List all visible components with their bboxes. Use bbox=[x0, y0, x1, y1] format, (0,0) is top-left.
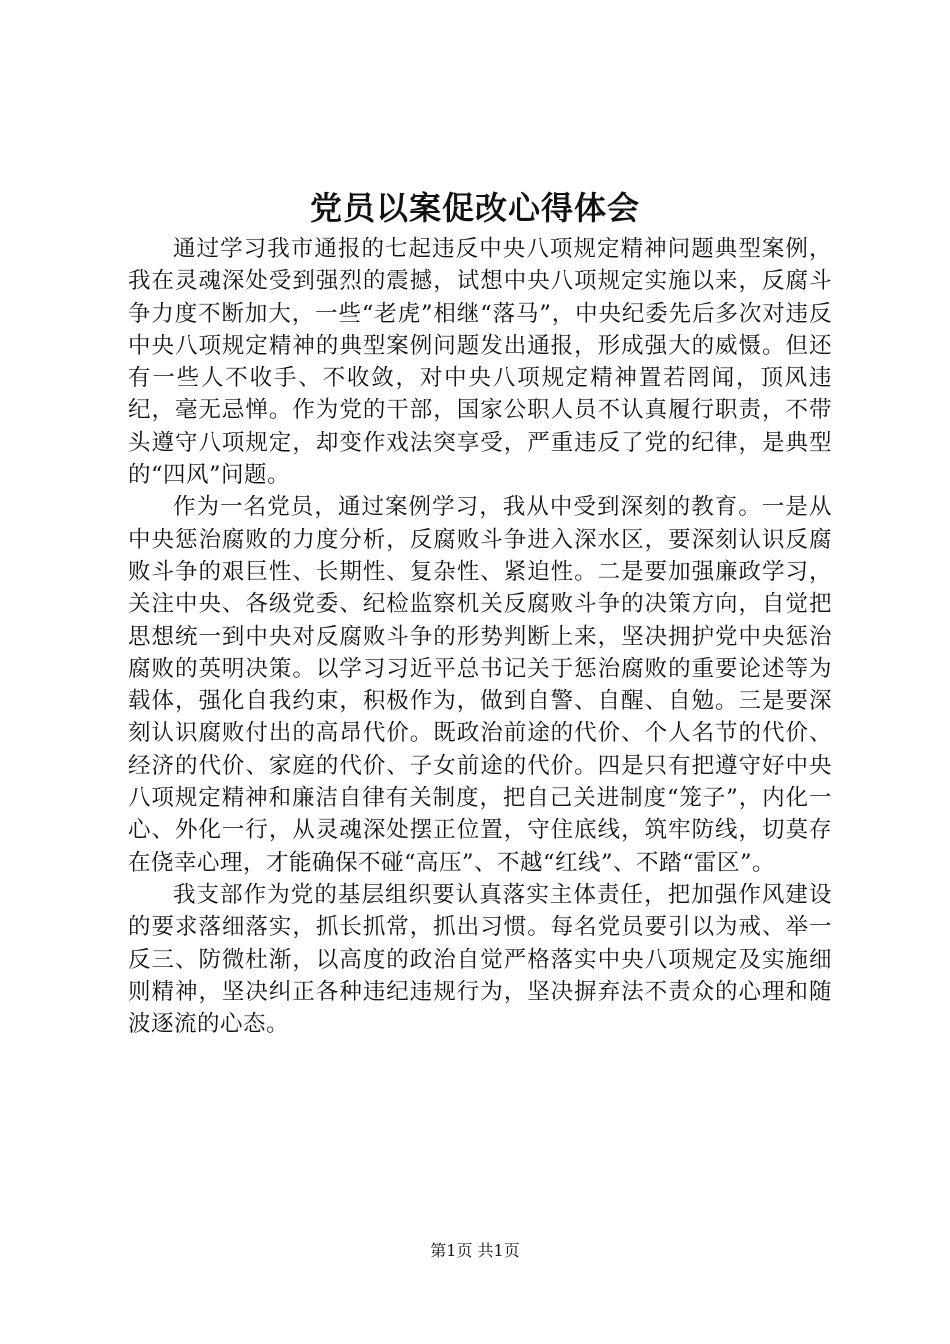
paragraph-3: 我支部作为党的基层组织要认真落实主体责任，把加强作风建设的要求落细落实，抓长抓常，抓出习惯。每名党员要引以为戒、举一反三、防微杜渐，以高度的政治自觉严格落实中央八项规定及实施细则精神，坚决纠正各种违纪违规行为，坚决摒弃法不责众的心理和随波逐流的心态。 bbox=[128, 881, 832, 1038]
page-footer: 第1页 共1页 bbox=[430, 1241, 520, 1260]
document-title: 党员以案促改心得体会 bbox=[309, 189, 640, 227]
document-body bbox=[128, 233, 832, 1040]
paragraph-2: 作为一名党员，通过案例学习，我从中受到深刻的教育。一是从中央惩治腐败的力度分析，反腐败斗争进入深水区，要深刻认识反腐败斗争的艰巨性、长期性、复杂性、紧迫性。二是要加强廉政学习，关注中央、各级党委、纪检监察机关反腐败斗争的决策方向，自觉把思想统一到中央对反腐败斗争的形势判断上来，坚决拥护党中央惩治腐败的英明决策。以学习习近平总书记关于惩治腐败的重要论述等为载体，强化自我约束，积极作为，做到自警、自醒、自勉。三是要深刻认识腐败付出的高昂代价。既政治前途的代价、个人名节的代价、经济的代价、家庭的代价、子女前途的代价。四是只有把遵守好中央八项规定精神和廉洁自律有关制度，把自己关进制度“笼子”，内化一心、外化一行，从灵魂深处摆正位置，守住底线，筑牢防线，切莫存在侥幸心理，才能确保不碰“高压”、不越“红线”、不踏“雷区”。 bbox=[128, 494, 832, 876]
paragraph-1: 通过学习我市通报的七起违反中央八项规定精神问题典型案例，我在灵魂深处受到强烈的震撼，试想中央八项规定实施以来，反腐斗争力度不断加大，一些“老虎”相继“落马”，中央纪委先后多次对违反中央八项规定精神的典型案例问题发出通报，形成强大的威慑。但还有一些人不收手、不收敛，对中央八项规定精神置若罔闻，顶风违纪，毫无忌惮。作为党的干部，国家公职人员不认真履行职责，不带头遵守八项规定，却变作戏法突享受，严重违反了党的纪律，是典型的“四风”问题。 bbox=[128, 236, 832, 489]
